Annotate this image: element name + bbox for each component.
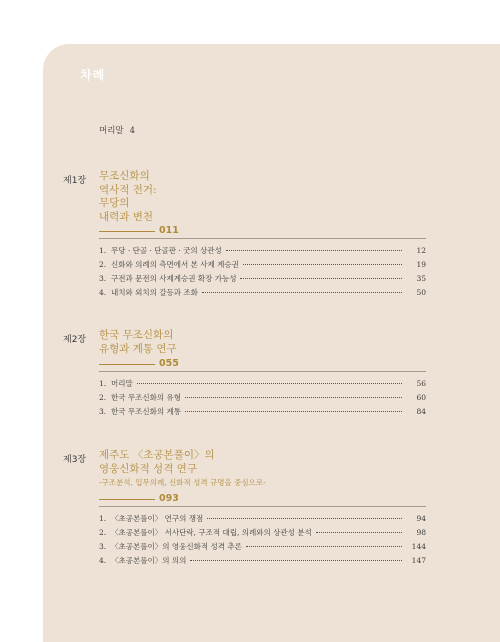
chapter-2-sections bbox=[99, 371, 426, 420]
chapter-title-line: 내력과 변천 bbox=[99, 210, 154, 223]
chapter-page-rule bbox=[99, 231, 155, 232]
section-title: 신화와 의례의 측면에서 본 사제 계승권 bbox=[111, 260, 239, 269]
chapter-title-line: 영웅신화적 성격 연구 bbox=[99, 462, 197, 475]
chapter-title-line: 제주도 〈초공본풀이〉의 bbox=[99, 449, 215, 461]
section-page: 35 bbox=[416, 274, 426, 283]
dot-leader bbox=[207, 517, 402, 519]
section-title: 무당 · 단골 · 단골판 · 굿의 상관성 bbox=[111, 246, 222, 255]
section-page: 98 bbox=[416, 528, 426, 537]
section-number: 4. bbox=[99, 556, 107, 565]
toc-row[interactable] bbox=[99, 527, 426, 541]
preface-entry bbox=[99, 124, 135, 136]
section-title: 한국 무조신화의 계통 bbox=[111, 407, 181, 416]
toc-row[interactable] bbox=[99, 378, 426, 392]
toc-row[interactable] bbox=[99, 287, 426, 301]
section-number: 4. bbox=[99, 288, 107, 297]
section-title: 머리말 bbox=[111, 379, 133, 388]
dot-leader bbox=[190, 559, 402, 561]
section-page: 84 bbox=[416, 407, 426, 416]
chapter-3-page: 093 bbox=[159, 493, 179, 504]
dot-leader bbox=[243, 263, 402, 265]
section-title: 〈초공본풀이〉 서사단락, 구조적 대립, 의례와의 상관성 분석 bbox=[111, 528, 312, 537]
section-page: 147 bbox=[411, 556, 426, 565]
chapter-page-rule bbox=[99, 499, 155, 500]
section-title: 〈초공본풀이〉의 영웅신화적 성격 추론 bbox=[111, 542, 242, 551]
toc-row[interactable] bbox=[99, 513, 426, 527]
dot-leader bbox=[202, 291, 402, 293]
section-number: 2. bbox=[99, 260, 107, 269]
section-divider bbox=[99, 238, 426, 239]
section-title: 구전과 문전의 사제계승권 확장 가능성 bbox=[111, 274, 237, 283]
chapter-title-line: 무당의 bbox=[99, 197, 130, 209]
chapter-1-number: 제1장 bbox=[63, 176, 87, 186]
dot-leader bbox=[137, 382, 402, 384]
chapter-title-line: 유형과 계통 연구 bbox=[99, 342, 177, 355]
section-title: 한국 무조신화의 유형 bbox=[111, 393, 181, 402]
section-title: 〈초공본풀이〉의 의의 bbox=[111, 556, 187, 565]
section-page: 60 bbox=[416, 393, 426, 402]
toc-row[interactable] bbox=[99, 245, 426, 259]
section-page: 12 bbox=[416, 246, 426, 255]
chapter-2-title bbox=[99, 329, 399, 356]
chapter-title-line: 무조신화의 bbox=[99, 170, 150, 182]
chapter-title-line: 역사적 전거: bbox=[99, 183, 157, 196]
section-divider bbox=[99, 371, 426, 372]
section-number: 3. bbox=[99, 274, 107, 283]
chapter-2-page: 055 bbox=[159, 358, 179, 369]
toc-row[interactable] bbox=[99, 555, 426, 569]
section-page: 144 bbox=[411, 542, 426, 551]
page-title: 차례 bbox=[80, 68, 106, 82]
dot-leader bbox=[240, 277, 402, 279]
section-number: 3. bbox=[99, 407, 107, 416]
section-number: 1. bbox=[99, 379, 107, 388]
dot-leader bbox=[185, 396, 402, 398]
dot-leader bbox=[226, 249, 402, 251]
section-number: 2. bbox=[99, 393, 107, 402]
section-number: 3. bbox=[99, 542, 107, 551]
section-number: 1. bbox=[99, 246, 107, 255]
toc-row[interactable] bbox=[99, 259, 426, 273]
dot-leader bbox=[185, 410, 402, 412]
chapter-page-rule bbox=[99, 364, 155, 365]
section-divider bbox=[99, 506, 426, 507]
chapter-3-title bbox=[99, 449, 399, 476]
toc-row[interactable] bbox=[99, 541, 426, 555]
chapter-1-page: 011 bbox=[159, 225, 179, 236]
chapter-3-sections bbox=[99, 506, 426, 569]
chapter-1-sections bbox=[99, 238, 426, 301]
section-page: 94 bbox=[416, 514, 426, 523]
section-number: 1. bbox=[99, 514, 107, 523]
chapter-3-number: 제3장 bbox=[63, 455, 87, 465]
toc-row[interactable] bbox=[99, 273, 426, 287]
dot-leader bbox=[316, 531, 402, 533]
preface-page: 4 bbox=[129, 126, 136, 136]
chapter-1-title bbox=[99, 170, 399, 224]
chapter-2-number: 제2장 bbox=[63, 335, 87, 345]
section-title: 내치와 외치의 갈등과 조화 bbox=[111, 288, 198, 297]
dot-leader bbox=[246, 545, 402, 547]
section-page: 50 bbox=[416, 288, 426, 297]
chapter-3-subtitle: -구조분석, 입무의례, 신화적 성격 규명을 중심으로- bbox=[99, 478, 266, 487]
section-page: 56 bbox=[416, 379, 426, 388]
section-title: 〈초공본풀이〉 연구의 쟁점 bbox=[111, 514, 204, 523]
section-page: 19 bbox=[416, 260, 426, 269]
chapter-title-line: 한국 무조신화의 bbox=[99, 329, 174, 341]
toc-row[interactable] bbox=[99, 392, 426, 406]
toc-row[interactable] bbox=[99, 406, 426, 420]
section-number: 2. bbox=[99, 528, 107, 537]
preface-label: 머리말 bbox=[99, 126, 124, 136]
